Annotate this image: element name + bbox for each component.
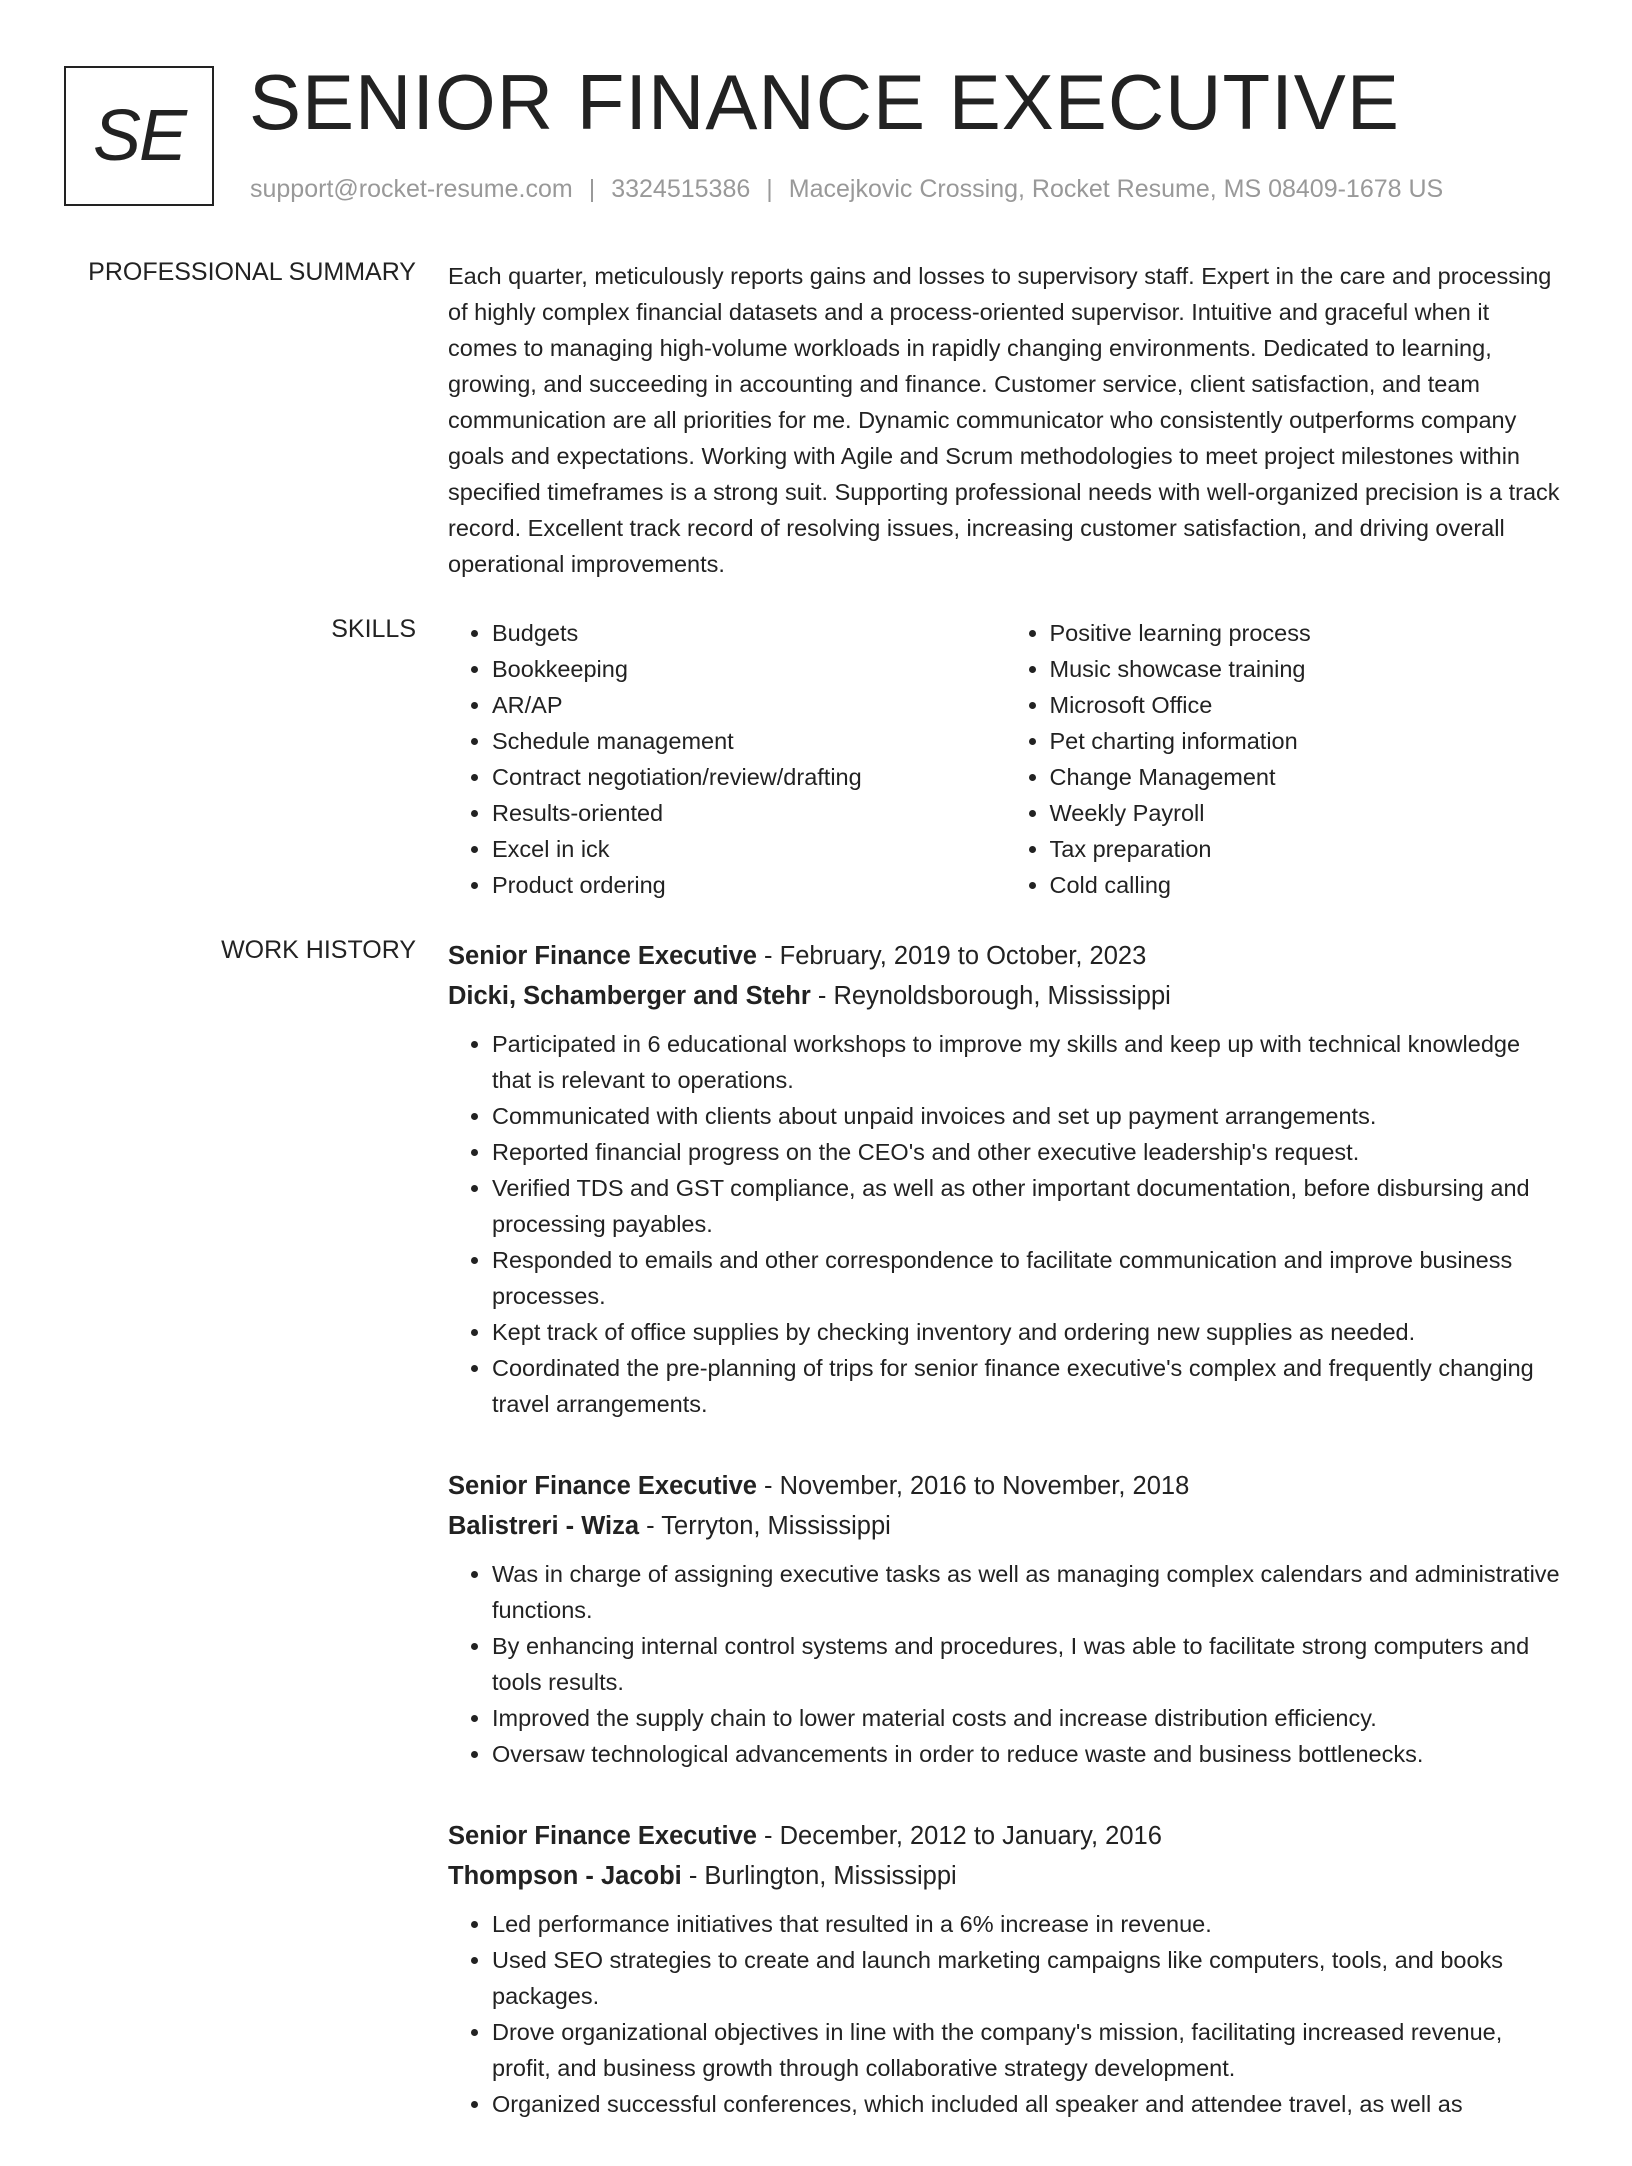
job-list <box>448 936 1563 2166</box>
job-title-line <box>448 936 1563 976</box>
job-location: - Terryton, Mississippi <box>639 1512 891 1540</box>
skill-item: • AR/AP <box>492 687 1006 723</box>
summary-text: Each quarter, meticulously reports gains and losses to supervisory staff. Expert in the care and processing of highly complex financial datasets and a process-oriented supervisor. Intuitive and graceful when it comes to managing high-volume workloads in rapidly changing environments. Dedicated to learning, growing, and succeeding in accounting and finance. Customer service, client satisfaction, and team communication are all priorities for me. Dynamic communicator who consistently outperforms company goals and expectations. Working with Agile and Scrum methodologies to meet project milestones within specified timeframes is a strong suit. Supporting professional needs with well-organized precision is a track record. Excellent track record of resolving issues, increasing customer satisfaction, and driving overall operational improvements. <box>448 263 1560 577</box>
contact-phone[interactable]: 3324515386 <box>611 175 751 203</box>
job-bullet: • Reported financial progress on the CEO's and other executive leadership's request. <box>492 1134 1563 1170</box>
job-company-line <box>448 1506 1563 1546</box>
work-history-heading: WORK HISTORY <box>221 936 416 964</box>
job-bullets <box>448 1906 1563 2122</box>
skills-heading: SKILLS <box>331 615 416 643</box>
page-title: SENIOR FINANCE EXECUTIVE <box>249 58 1400 146</box>
skills-list-left <box>448 615 1006 903</box>
job-bullet: • Was in charge of assigning executive tasks as well as managing complex calendars and administrative functions. <box>492 1556 1563 1628</box>
job-entry <box>448 936 1563 1422</box>
job-bullet: • Improved the supply chain to lower material costs and increase distribution efficiency. <box>492 1700 1563 1736</box>
job-bullet: • Oversaw technological advancements in order to reduce waste and business bottlenecks. <box>492 1736 1563 1772</box>
skill-item: • Bookkeeping <box>492 651 1006 687</box>
contact-separator: | <box>588 175 596 203</box>
contact-separator: | <box>766 175 773 203</box>
skill-item: • Change Management <box>1050 759 1564 795</box>
job-bullet: • Drove organizational objectives in line with the company's mission, facilitating increased revenue, profit, and business growth through collaborative strategy development. <box>492 2014 1563 2086</box>
job-location: - Burlington, Mississippi <box>681 1862 957 1890</box>
job-bullet: • Coordinated the pre-planning of trips for senior finance executive's complex and frequently changing travel arrangements. <box>492 1350 1563 1422</box>
skill-item: • Schedule management <box>492 723 1006 759</box>
job-company-line <box>448 976 1563 1016</box>
skill-item: • Music showcase training <box>1050 651 1564 687</box>
skill-item: • Budgets <box>492 615 1006 651</box>
skill-item: • Weekly Payroll <box>1050 795 1564 831</box>
job-bullet: • Participated in 6 educational workshops to improve my skills and keep up with technical knowledge that is relevant to operations. <box>492 1026 1563 1098</box>
skills-list-right <box>1006 615 1564 903</box>
job-bullet: • Led performance initiatives that resulted in a 6% increase in revenue. <box>492 1906 1563 1942</box>
contact-email[interactable]: support@rocket-resume.com <box>250 175 573 203</box>
job-bullets <box>448 1026 1563 1422</box>
job-bullet: • Organized successful conferences, which included all speaker and attendee travel, as well as <box>492 2086 1563 2122</box>
job-location: - Reynoldsborough, Mississippi <box>810 982 1171 1010</box>
job-company: Balistreri - Wiza <box>448 1512 640 1540</box>
monogram-logo: SE <box>64 66 214 206</box>
skill-item: • Cold calling <box>1050 867 1564 903</box>
job-company-line <box>448 1856 1563 1896</box>
skill-item: • Excel in ick <box>492 831 1006 867</box>
job-entry <box>448 1816 1563 2122</box>
job-title: Senior Finance Executive <box>448 942 757 970</box>
job-entry <box>448 1466 1563 1772</box>
skill-item: • Contract negotiation/review/drafting <box>492 759 1006 795</box>
job-company: Thompson - Jacobi <box>448 1862 682 1890</box>
skill-item: • Positive learning process <box>1050 615 1564 651</box>
contact-address: Macejkovic Crossing, Rocket Resume, MS 08409-1678 US <box>788 175 1444 203</box>
job-bullet: • Communicated with clients about unpaid invoices and set up payment arrangements. <box>492 1098 1563 1134</box>
skill-item: • Tax preparation <box>1050 831 1564 867</box>
skill-item: • Pet charting information <box>1050 723 1564 759</box>
contact-line <box>250 175 1443 204</box>
job-company: Dicki, Schamberger and Stehr <box>448 982 811 1010</box>
job-bullet: • Responded to emails and other correspondence to facilitate communication and improve business processes. <box>492 1242 1563 1314</box>
job-title-line <box>448 1466 1563 1506</box>
job-bullet: • By enhancing internal control systems and procedures, I was able to facilitate strong computers and tools results. <box>492 1628 1563 1700</box>
job-bullet: • Verified TDS and GST compliance, as well as other important documentation, before disbursing and processing payables. <box>492 1170 1563 1242</box>
job-title-line <box>448 1816 1563 1856</box>
job-dates: - November, 2016 to November, 2018 <box>756 1472 1190 1500</box>
job-bullets <box>448 1556 1563 1772</box>
skill-item: • Microsoft Office <box>1050 687 1564 723</box>
job-title: Senior Finance Executive <box>448 1822 757 1850</box>
job-title: Senior Finance Executive <box>448 1472 757 1500</box>
skill-item: • Product ordering <box>492 867 1006 903</box>
job-bullet: • Used SEO strategies to create and launch marketing campaigns like computers, tools, and books packages. <box>492 1942 1563 2014</box>
skill-item: • Results-oriented <box>492 795 1006 831</box>
job-bullet: • Kept track of office supplies by checking inventory and ordering new supplies as needed. <box>492 1314 1563 1350</box>
job-dates: - February, 2019 to October, 2023 <box>756 942 1147 970</box>
summary-heading: PROFESSIONAL SUMMARY <box>88 258 416 286</box>
job-dates: - December, 2012 to January, 2016 <box>756 1822 1162 1850</box>
